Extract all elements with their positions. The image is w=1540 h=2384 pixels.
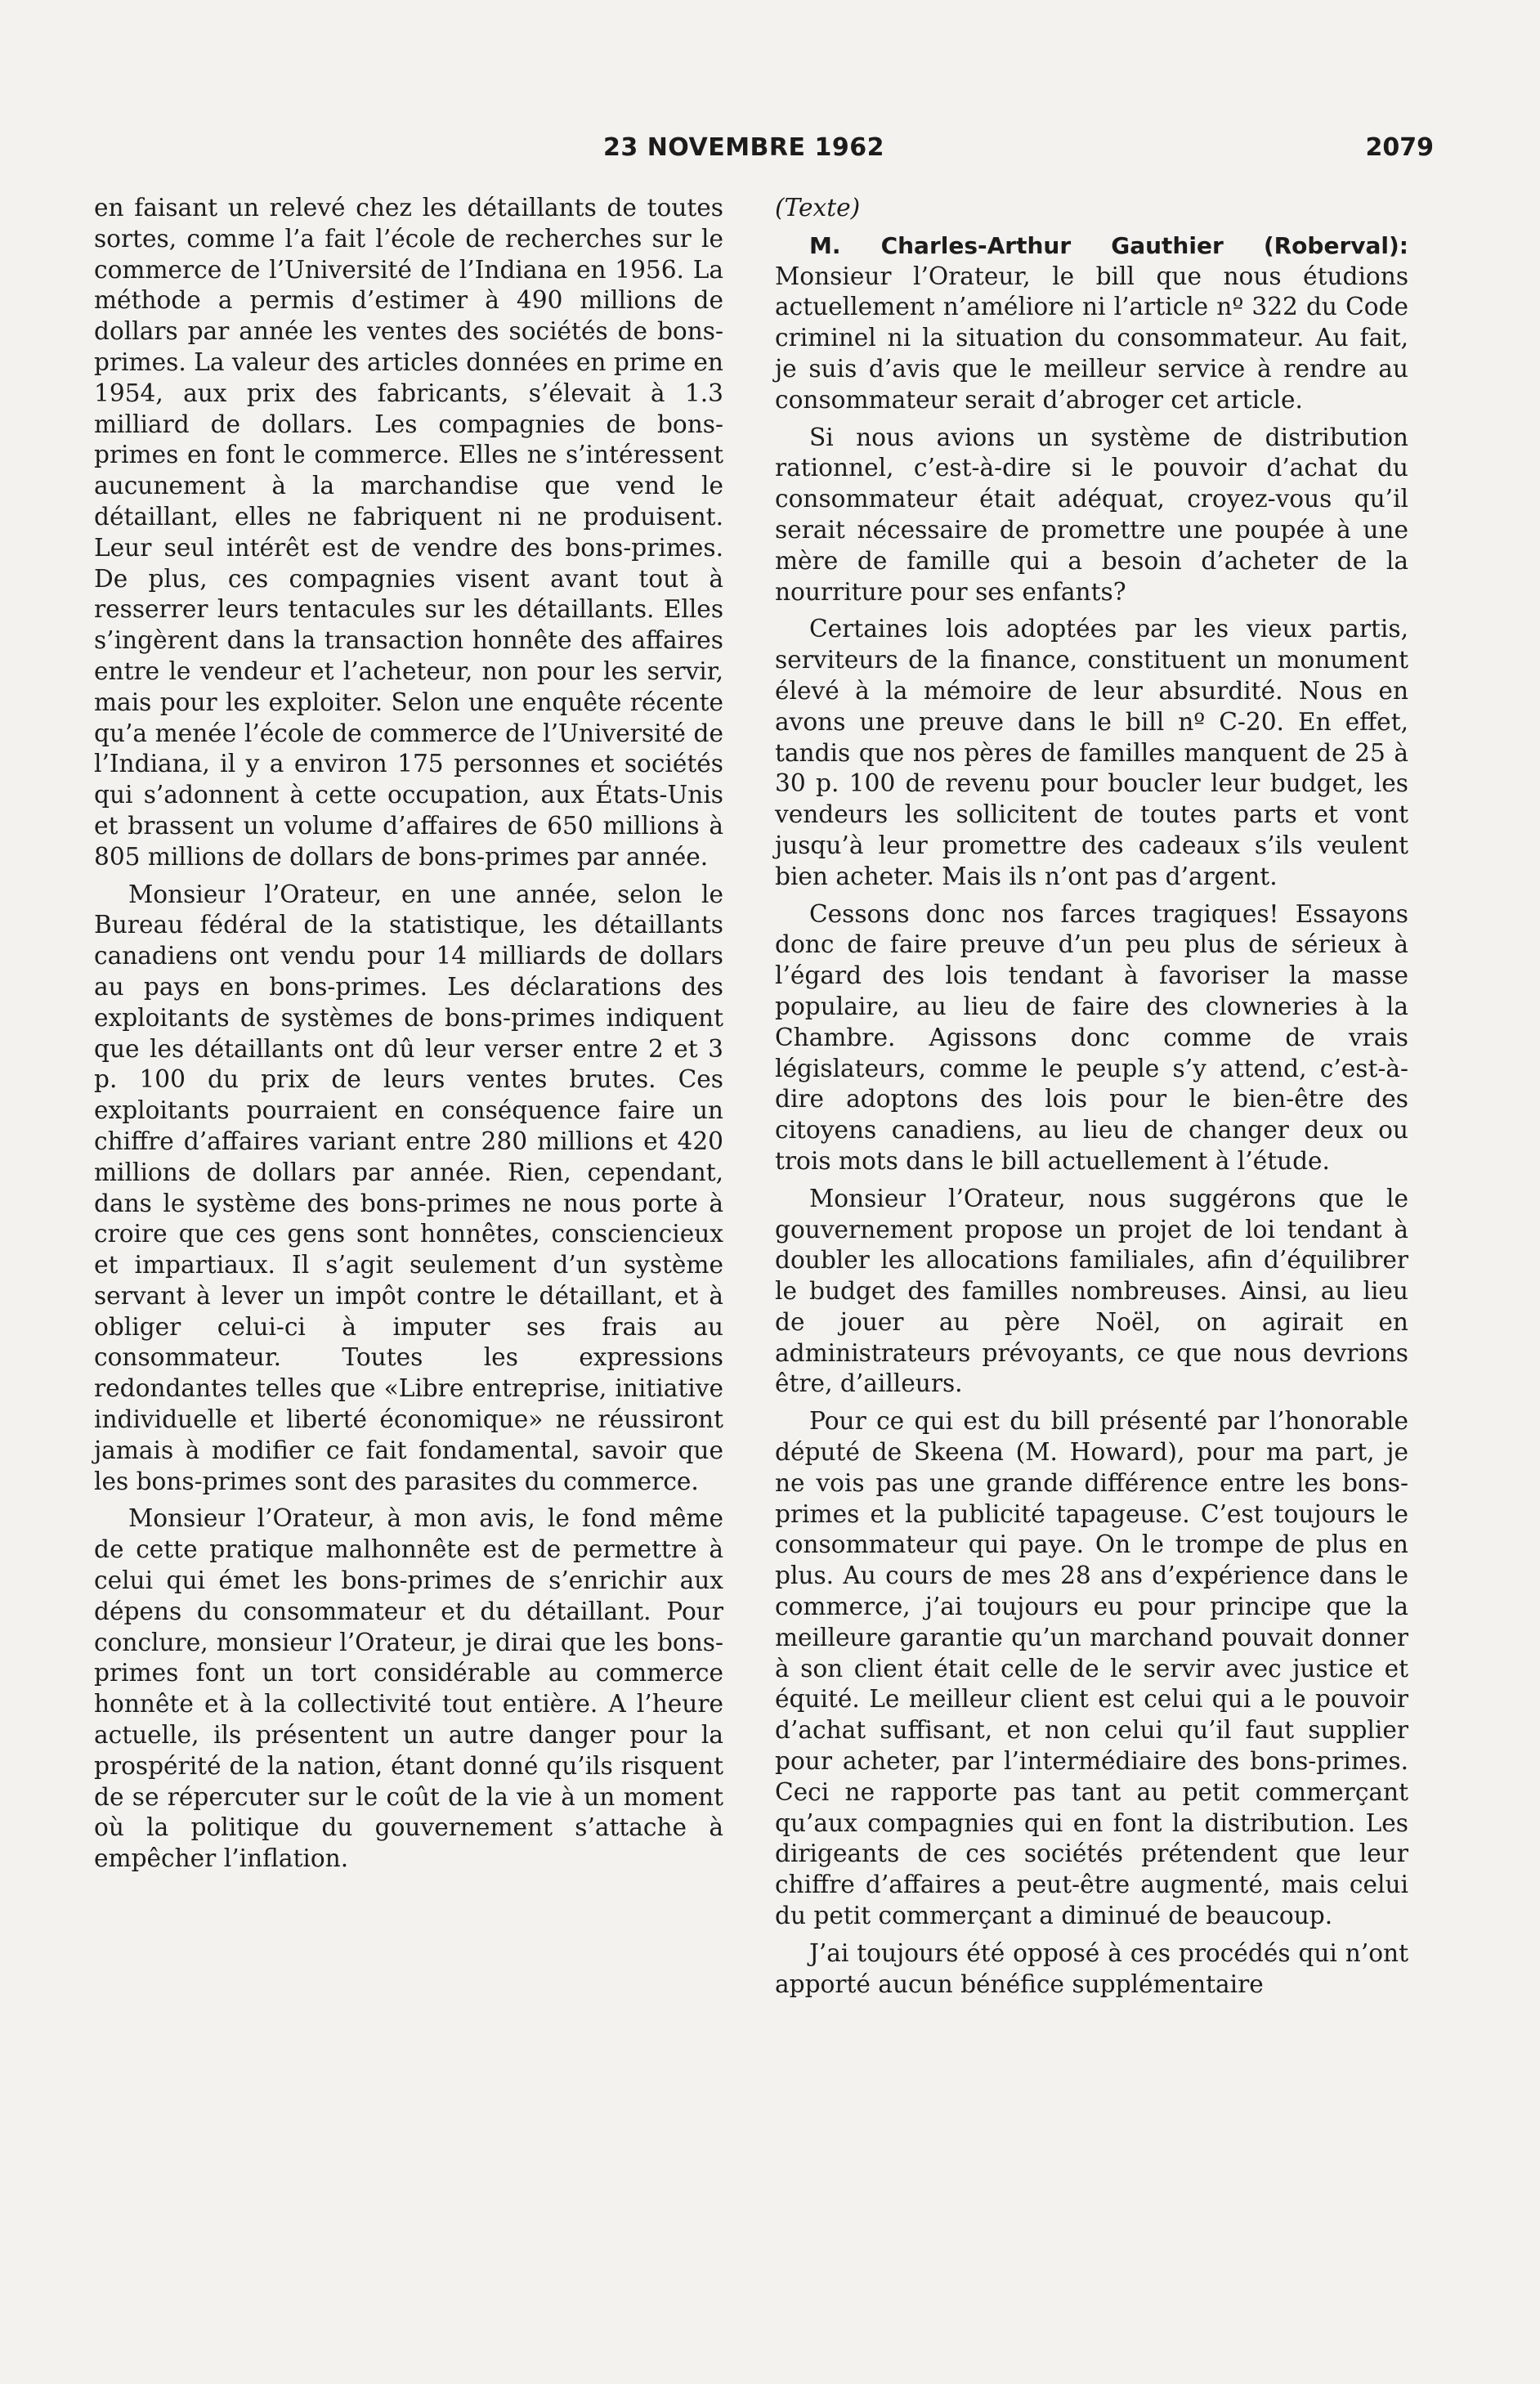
paragraph: Cessons donc nos farces tragiques! Essayons donc de faire preuve d’un peu plus de sérieux à l’égard des lois tendant à favoriser la masse populaire, au lieu de faire des clowneries à la Chambre. Agissons donc comme de vrais législateurs, comme le peuple s’y attend, c’est-à-dire adoptons des lois pour le bien-être des citoyens canadiens, au lieu de changer deux ou trois mots dans le bill actuellement à l’étude. xyxy=(775,899,1408,1175)
text-label: (Texte) xyxy=(775,194,861,222)
paragraph: en faisant un relevé chez les détaillants de toutes sortes, comme l’a fait l’école de recherches sur le commerce de l’Université de l’Indiana en 1956. La méthode a permis d’estimer à 490 millions de dollars par année les ventes des sociétés de bons-primes. La valeur des articles données en prime en 1954, aux prix des fabricants, s’élevait à 1.3 milliard de dollars. Les compagnies de bons-primes en font le commerce. Elles ne s’intéressent aucunement à la marchandise que vend le détaillant, elles ne fabriquent ni ne produisent. Leur seul intérêt est de vendre des bons-primes. De plus, ces compagnies visent avant tout à resserrer leurs tentacules sur les détaillants. Elles s’ingèrent dans la transaction honnête des affaires entre le vendeur et l’acheteur, non pour les servir, mais pour les exploiter. Selon une enquête récente qu’a menée l’école de commerce de l’Université de l’Indiana, il y a environ 175 personnes et sociétés qui s’adonnent à cette occupation, aux États-Unis et brassent un volume d’affaires de 650 millions à 805 millions de dollars de bons-primes par année. xyxy=(94,194,723,871)
paragraph: Monsieur l’Orateur, à mon avis, le fond même de cette pratique malhonnête est de permettre à celui qui émet les bons-primes de s’enrichir aux dépens du consommateur et du détaillant. Pour conclure, monsieur l’Orateur, je dirai que les bons-primes font un tort considérable au commerce honnête et à la collectivité tout entière. A l’heure actuelle, ils présentent un autre danger pour la prospérité de la nation, étant donné qu’ils risquent de se répercuter sur le coût de la vie à un moment où la politique du gouvernement s’attache à empêcher l’inflation. xyxy=(94,1504,723,1873)
header-date: 23 NOVEMBRE 1962 xyxy=(603,133,884,162)
paragraph: J’ai toujours été opposé à ces procédés qui n’ont apporté aucun bénéfice supplémentaire xyxy=(775,1938,1408,1998)
paragraph: Monsieur l’Orateur, en une année, selon le Bureau fédéral de la statistique, les détaillants canadiens ont vendu pour 14 milliards de dollars au pays en bons-primes. Les déclarations des exploitants de systèmes de bons-primes indiquent que les détaillants ont dû leur verser entre 2 et 3 p. 100 du prix de leurs ventes brutes. Ces exploitants pourraient en conséquence faire un chiffre d’affaires variant entre 280 millions et 420 millions de dollars par année. Rien, cependant, dans le système des bons-primes ne nous porte à croire que ces gens sont honnêtes, consciencieux et impartiaux. Il s’agit seulement d’un système servant à lever un impôt contre le détaillant, et à obliger celui-ci à imputer ses frais au consommateur. Toutes les expressions redondantes telles que «Libre entreprise, initiative individuelle et liberté économique» ne réussiront jamais à modifier ce fait fondamental, savoir que les bons-primes sont des parasites du commerce. xyxy=(94,880,723,1495)
speaker-paragraph xyxy=(775,231,1408,416)
paragraph: Si nous avions un système de distribution rationnel, c’est-à-dire si le pouvoir d’achat du consommateur était adéquat, croyez-vous qu’il serait nécessaire de promettre une poupée à une mère de famille qui a besoin d’acheter de la nourriture pour ses enfants? xyxy=(775,423,1408,606)
paragraph: Certaines lois adoptées par les vieux partis, serviteurs de la finance, constituent un monument élevé à la mémoire de leur absurdité. Nous en avons une preuve dans le bill nº C-20. En effet, tandis que nos pères de familles manquent de 25 à 30 p. 100 de revenu pour boucler leur budget, les vendeurs les sollicitent de toutes parts et vont jusqu’à leur promettre des cadeaux s’ils veulent bien acheter. Mais ils n’ont pas d’argent. xyxy=(775,615,1408,890)
paragraph: Monsieur l’Orateur, nous suggérons que le gouvernement propose un projet de loi tendant à doubler les allocations familiales, afin d’équilibrer le budget des familles nombreuses. Ainsi, au lieu de jouer au père Noël, on agirait en administrateurs prévoyants, ce que nous devrions être, d’ailleurs. xyxy=(775,1184,1408,1398)
left-column xyxy=(94,193,723,1881)
page-number: 2079 xyxy=(1365,133,1434,162)
speaker-text: Monsieur l’Orateur, le bill que nous étudions actuellement n’améliore ni l’article nº 322 du Code criminel ni la situation du consommateur. Au fait, je suis d’avis que le meilleur service à rendre au consommateur serait d’abroger cet article. xyxy=(775,262,1408,414)
right-column xyxy=(775,193,1408,2006)
paragraph: Pour ce qui est du bill présenté par l’honorable député de Skeena (M. Howard), pour ma part, je ne vois pas une grande différence entre les bons-primes et la publicité tapageuse. C’est toujours le consommateur qui paye. On le trompe de plus en plus. Au cours de mes 28 ans d’expérience dans le commerce, j’ai toujours eu pour principe que la meilleure garantie qu’un marchand pouvait donner à son client était celle de le servir avec justice et équité. Le meilleur client est celui qui a le pouvoir d’achat suffisant, et non celui qu’il faut supplier pour acheter, par l’intermédiaire des bons-primes. Ceci ne rapporte pas tant au petit commerçant qu’aux compagnies qui en font la distribution. Les dirigeants de ces sociétés prétendent que leur chiffre d’affaires a peut-être augmenté, mais celui du petit commerçant a diminué de beaucoup. xyxy=(775,1407,1408,1930)
running-header xyxy=(603,133,1434,169)
speaker-name: M. Charles-Arthur Gauthier (Roberval): xyxy=(809,231,1408,259)
